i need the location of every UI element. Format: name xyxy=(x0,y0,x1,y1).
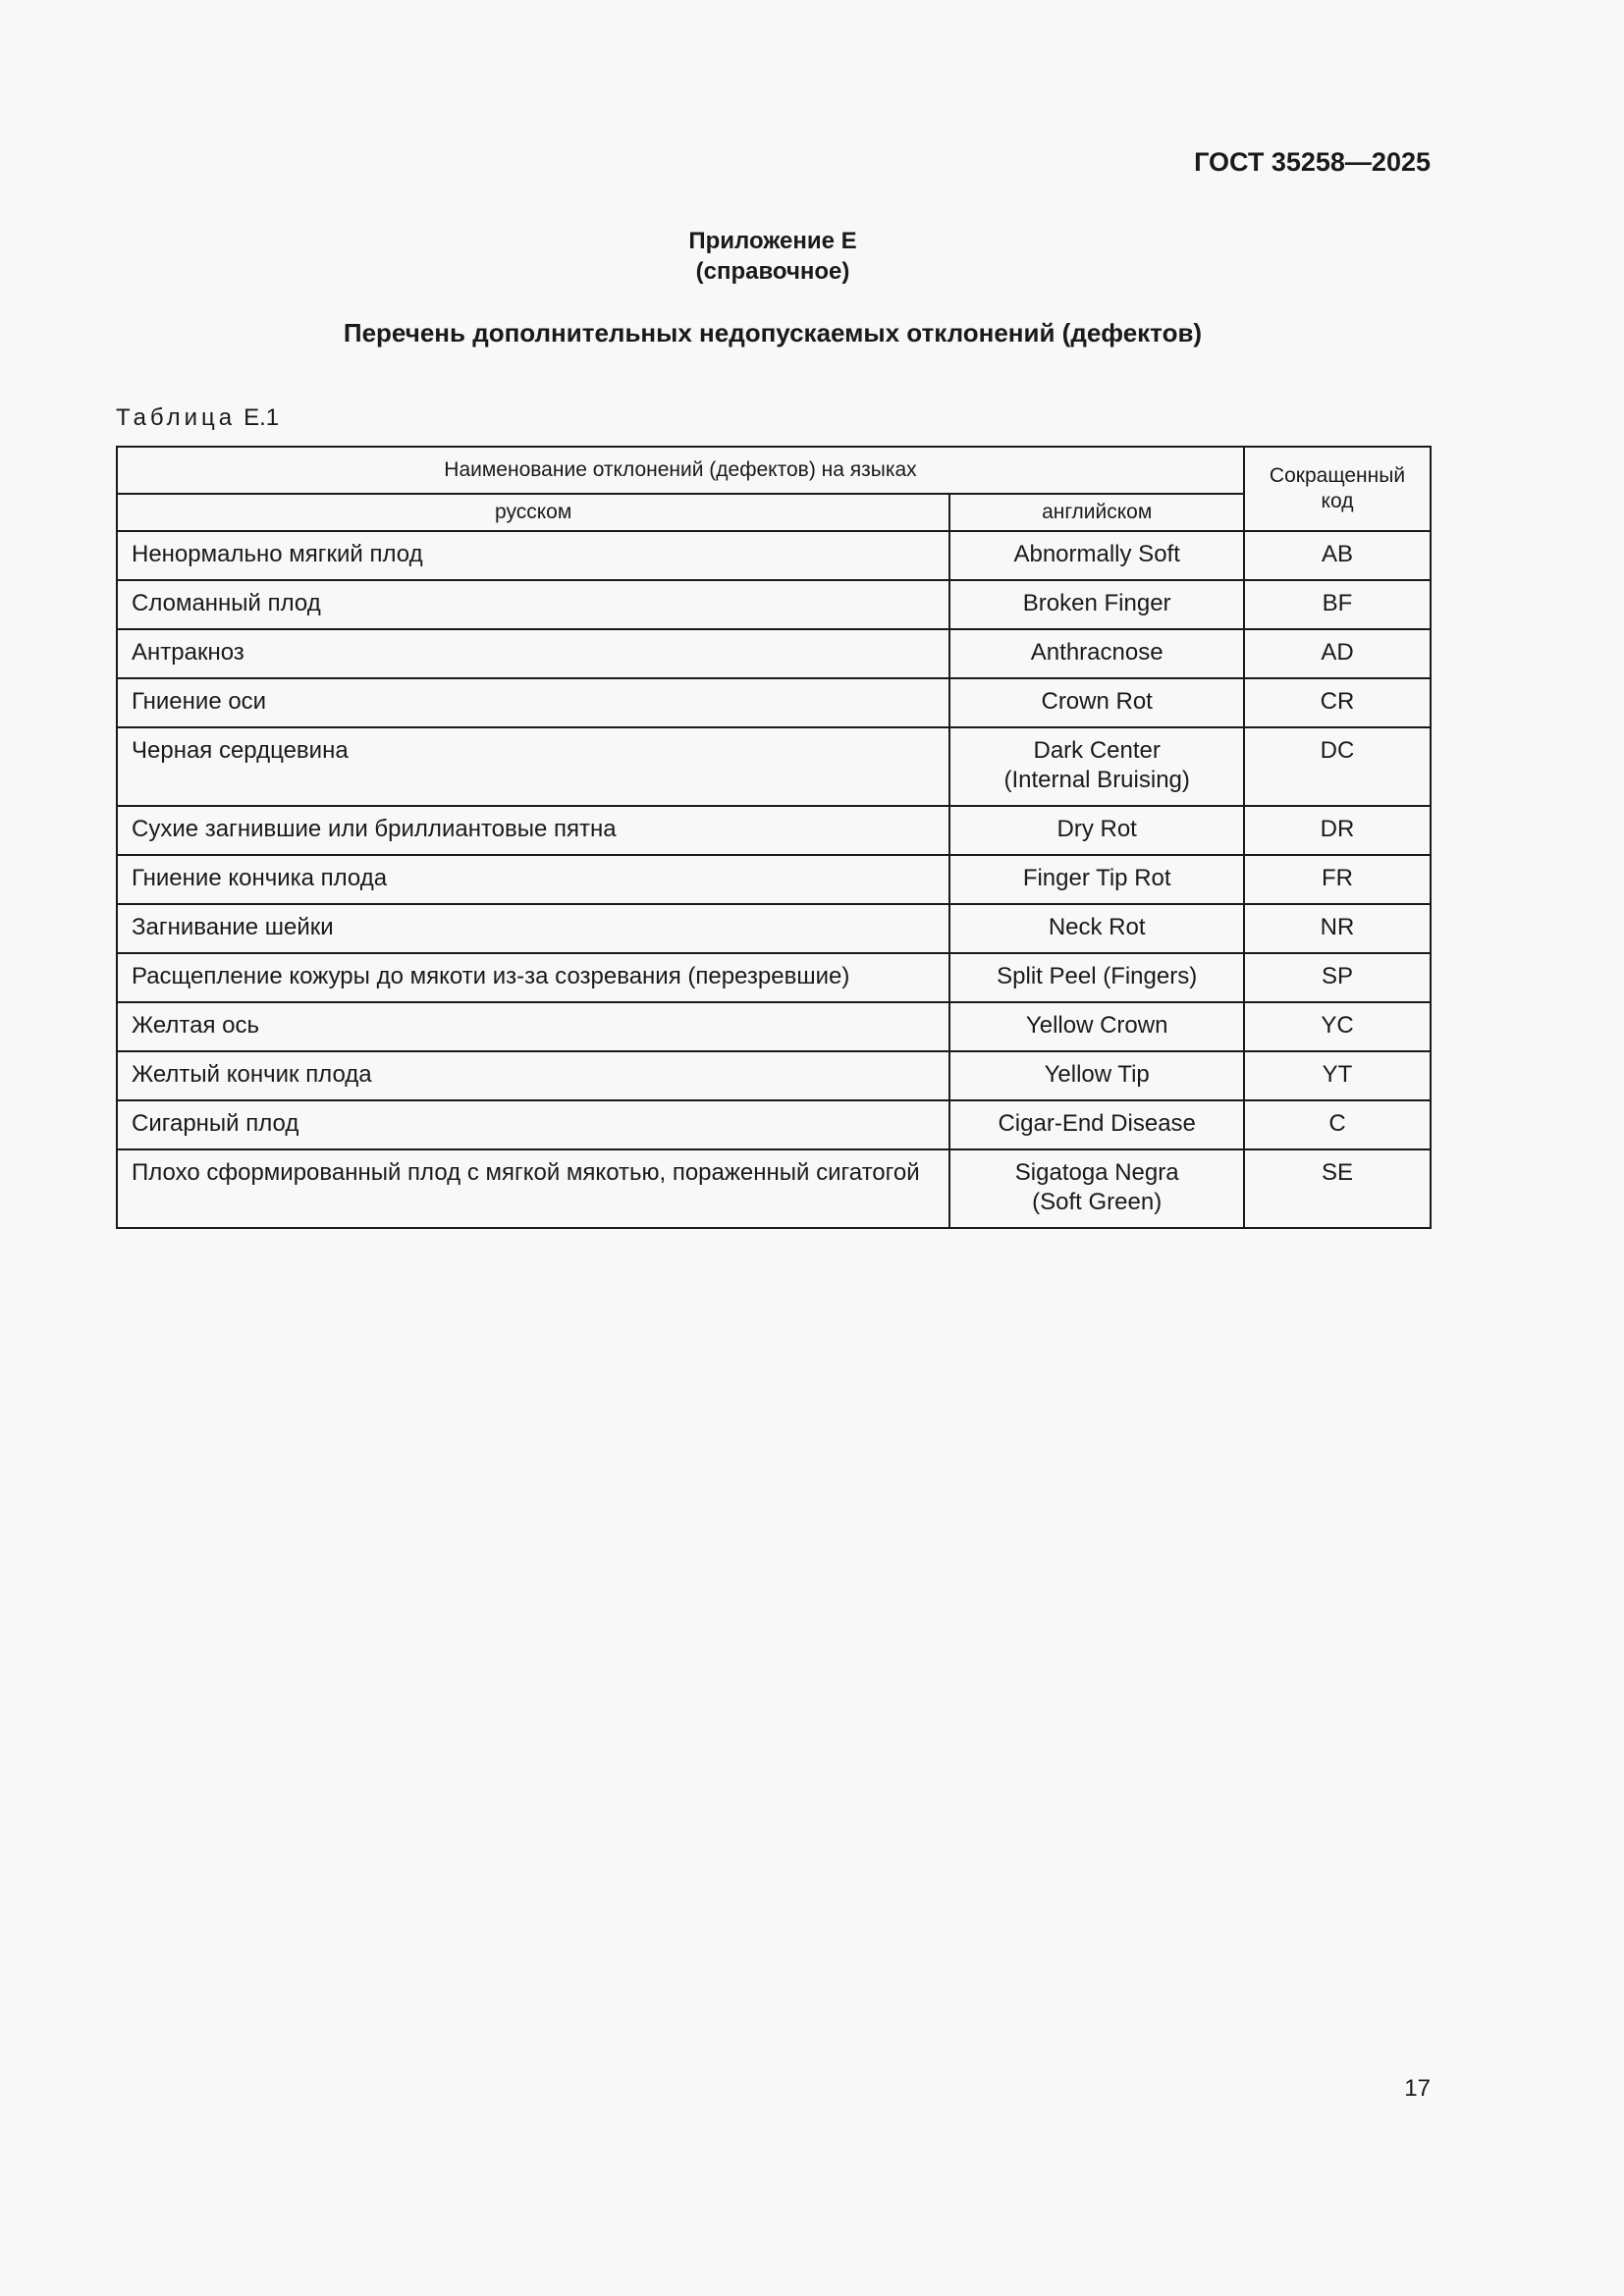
defect-name-ru: Сигарный плод xyxy=(117,1100,949,1149)
defect-name-ru: Загнивание шейки xyxy=(117,904,949,953)
defect-name-en xyxy=(949,1002,1244,1051)
defect-name-en-line: Cigar-End Disease xyxy=(998,1110,1196,1137)
table-caption-word: Таблица xyxy=(116,404,237,431)
defect-code: YC xyxy=(1244,1002,1431,1051)
defect-name-en xyxy=(949,806,1244,855)
table-row xyxy=(117,806,1431,855)
defect-code: SE xyxy=(1244,1149,1431,1228)
defects-table xyxy=(116,446,1432,1229)
table-row xyxy=(117,1149,1431,1228)
defect-code: DR xyxy=(1244,806,1431,855)
defect-code: YT xyxy=(1244,1051,1431,1100)
header-code: Сокращенный код xyxy=(1244,447,1431,531)
table-row xyxy=(117,1100,1431,1149)
defect-name-en xyxy=(949,629,1244,678)
defect-name-en-line: Yellow Crown xyxy=(1025,1012,1168,1039)
defect-code: DC xyxy=(1244,727,1431,806)
defect-name-en xyxy=(949,580,1244,629)
defect-name-ru: Ненормально мягкий плод xyxy=(117,531,949,580)
defect-name-en-line: (Soft Green) xyxy=(1032,1189,1163,1215)
defect-name-en-line: Broken Finger xyxy=(1022,590,1171,616)
header-english: английском xyxy=(949,494,1244,531)
defect-name-en xyxy=(949,1100,1244,1149)
defect-name-en xyxy=(949,678,1244,727)
defect-name-en-line: Crown Rot xyxy=(1041,688,1153,715)
defect-name-en-line: (Internal Bruising) xyxy=(1003,767,1190,793)
defect-name-en-line: Yellow Tip xyxy=(1044,1061,1150,1088)
defect-name-ru: Сухие загнившие или бриллиантовые пятна xyxy=(117,806,949,855)
defect-name-ru: Гниение кончика плода xyxy=(117,855,949,904)
defect-name-en xyxy=(949,855,1244,904)
defect-code: BF xyxy=(1244,580,1431,629)
defect-name-ru: Гниение оси xyxy=(117,678,949,727)
table-caption xyxy=(116,404,279,432)
header-languages: Наименование отклонений (дефектов) на языках xyxy=(117,447,1244,494)
defect-name-en-line: Anthracnose xyxy=(1030,639,1164,666)
table-row xyxy=(117,904,1431,953)
defect-name-ru: Сломанный плод xyxy=(117,580,949,629)
defects-table-body xyxy=(117,531,1431,1228)
defect-name-ru: Плохо сформированный плод с мягкой мякотью, пораженный сигатогой xyxy=(117,1149,949,1228)
defect-name-en xyxy=(949,1149,1244,1228)
defect-name-en xyxy=(949,1051,1244,1100)
defect-name-en xyxy=(949,904,1244,953)
defect-name-ru: Антракноз xyxy=(117,629,949,678)
table-row xyxy=(117,727,1431,806)
defect-name-en-line: Neck Rot xyxy=(1048,914,1146,940)
annex-title: Приложение Е xyxy=(688,228,857,254)
defect-name-en-line: Dry Rot xyxy=(1056,816,1137,842)
defect-name-en xyxy=(949,727,1244,806)
table-row xyxy=(117,531,1431,580)
table-row xyxy=(117,953,1431,1002)
annex-status: (справочное) xyxy=(695,258,850,285)
table-caption-number: Е.1 xyxy=(244,404,280,431)
annex-heading xyxy=(0,226,1545,287)
table-row xyxy=(117,1002,1431,1051)
defect-name-ru: Желтый кончик плода xyxy=(117,1051,949,1100)
list-title: Перечень дополнительных недопускаемых отклонений (дефектов) xyxy=(343,318,1203,347)
defect-name-ru: Расщепление кожуры до мякоти из-за созревания (перезревшие) xyxy=(117,953,949,1002)
defect-code: CR xyxy=(1244,678,1431,727)
defect-name-en-line: Abnormally Soft xyxy=(1013,541,1180,567)
defect-name-ru: Желтая ось xyxy=(117,1002,949,1051)
header-russian: русском xyxy=(117,494,949,531)
standard-code: ГОСТ 35258—2025 xyxy=(1194,147,1431,177)
table-row xyxy=(117,629,1431,678)
defect-code: AB xyxy=(1244,531,1431,580)
defect-name-en-line: Finger Tip Rot xyxy=(1022,865,1171,891)
defect-name-ru: Черная сердцевина xyxy=(117,727,949,806)
table-row xyxy=(117,678,1431,727)
defect-code: NR xyxy=(1244,904,1431,953)
defect-name-en-line: Sigatoga Negra xyxy=(1014,1159,1179,1186)
defect-code: C xyxy=(1244,1100,1431,1149)
defect-code: AD xyxy=(1244,629,1431,678)
defect-name-en xyxy=(949,953,1244,1002)
table-row xyxy=(117,1051,1431,1100)
defect-name-en xyxy=(949,531,1244,580)
defect-code: FR xyxy=(1244,855,1431,904)
defect-code: SP xyxy=(1244,953,1431,1002)
table-row xyxy=(117,580,1431,629)
page-number: 17 xyxy=(1404,2075,1431,2102)
table-row xyxy=(117,855,1431,904)
defect-name-en-line: Dark Center xyxy=(1033,737,1161,764)
defect-name-en-line: Split Peel (Fingers) xyxy=(997,963,1198,989)
